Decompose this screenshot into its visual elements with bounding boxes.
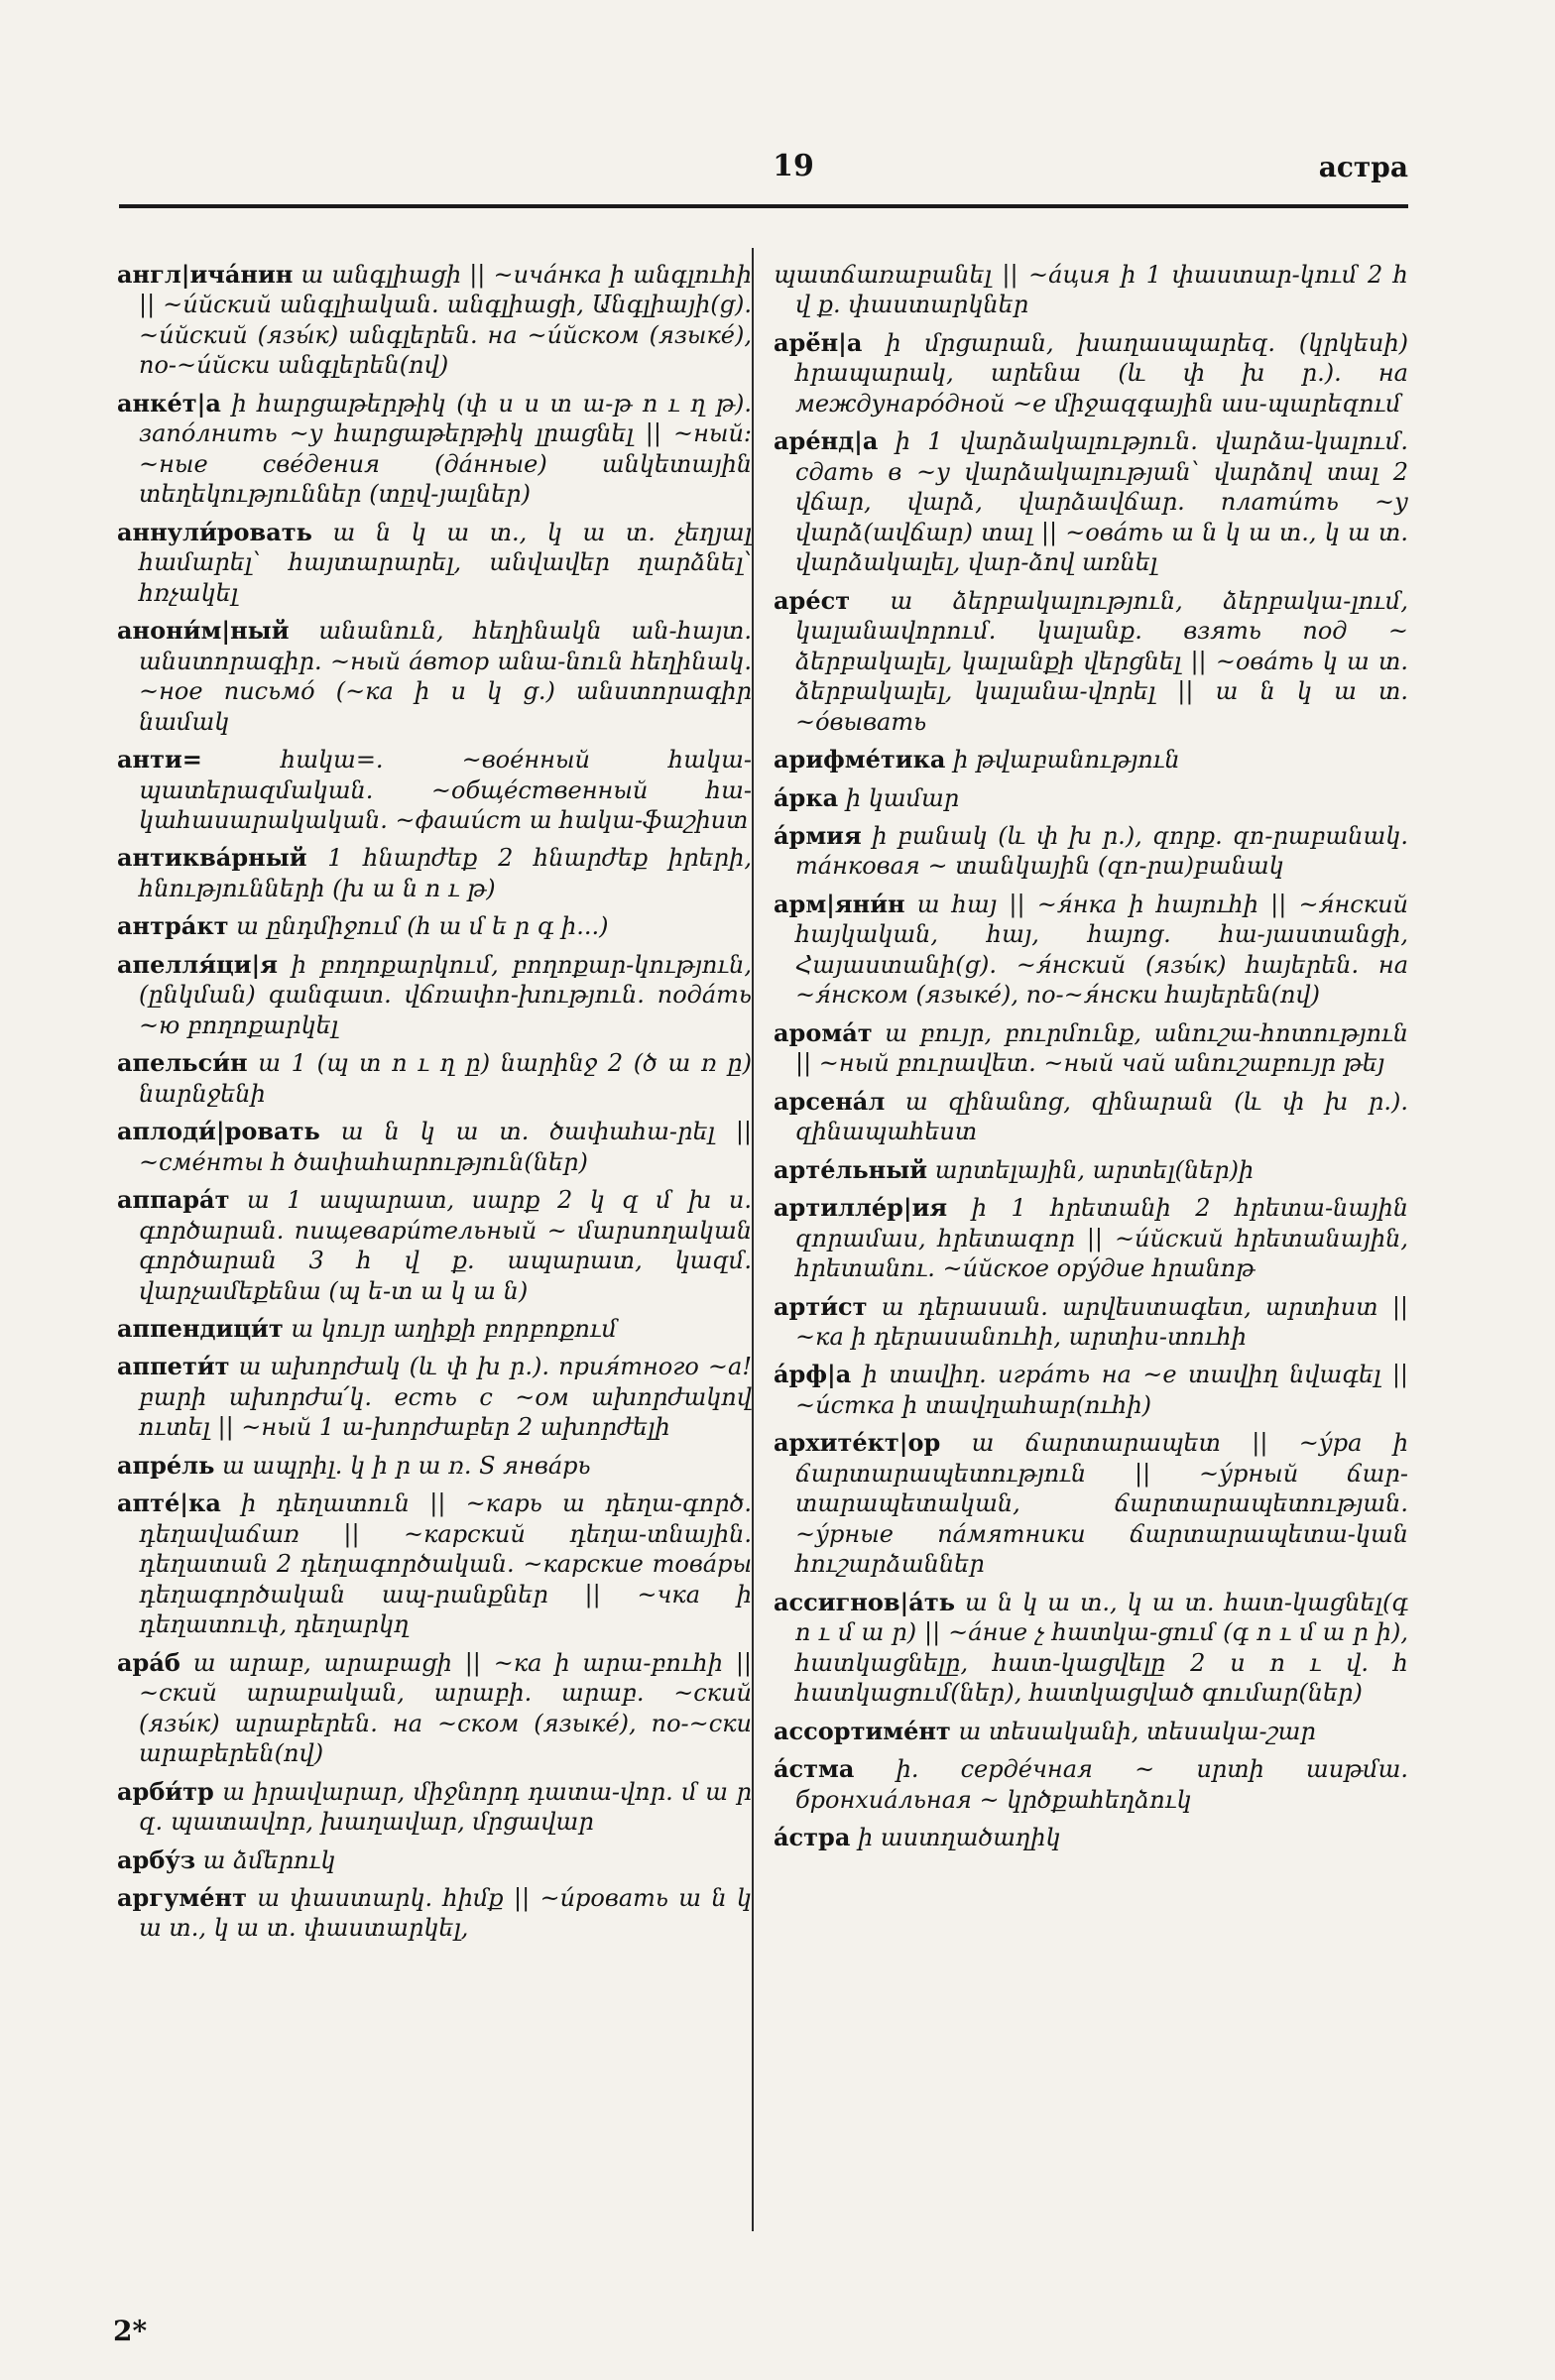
entry-headword: аппети́т	[117, 1352, 230, 1381]
dictionary-entry	[774, 1823, 1408, 1852]
entry-headword: арбу́з	[117, 1844, 196, 1874]
entry-definition: անանուն, հեղինակն ան-հայտ. անստորագիր. ~ный а́втор անա-նուն հեղինակ. ~ное письмо́ (~ка ի ս կ ց.) անստորագիր նամակ	[139, 617, 752, 736]
entry-definition: ա զինանոց, զինարան (և փ խ ր.). զինապահեստ	[795, 1087, 1408, 1146]
entry-definition: ա կույր աղիքի բորբոքում	[291, 1315, 618, 1343]
dictionary-entry	[117, 1352, 752, 1442]
entry-definition: ա դերասան. արվեստագետ, արտիստ || ~ка ի դերասանուհի, արտիս-տուհի	[795, 1292, 1409, 1351]
dictionary-entry	[774, 1018, 1408, 1079]
entry-headword: апелля́ци|я	[117, 949, 278, 979]
entry-headword: арби́тр	[117, 1776, 214, 1806]
entry-definition: ա հայ || ~я́нка ի հայուհի || ~я́нский հայկական, հայ, հայոց. հա-յաստանցի, Հայաստանի(ց). ~я́нский (язы́к) հայերեն. на ~я́нском (языке́), по-~я́нски հայերեն(ով)	[795, 890, 1408, 1010]
entry-headword: артилле́р|ия	[774, 1193, 948, 1223]
entry-headword: а́рмия	[774, 820, 862, 850]
entry-definition: ա ապրիլ. կ ի ր ա ռ. S янва́рь	[222, 1451, 591, 1480]
dictionary-entry	[774, 586, 1408, 737]
dictionary-entry	[774, 1087, 1408, 1147]
entry-headword: анке́т|а	[117, 388, 221, 417]
entry-headword: аре́ст	[774, 585, 851, 615]
entry-definition: ա արաբ, արաբացի || ~ка ի արա-բուհի || ~ский արաբական, արաբի. արաբ. ~ский (язы́к) արաբերեն. на ~ском (языке́), по-~ски արաբերեն(ով)	[139, 1648, 752, 1768]
dictionary-entry	[117, 260, 752, 381]
entry-headword: апте́|ка	[117, 1488, 221, 1518]
entry-definition: ի բողոքարկում, բողոքար-կություն, (ընկման) գանգատ. վճռափո-խություն. пода́ть ~ю բողոքարկել	[139, 950, 752, 1039]
printer-signature: 2*	[113, 2315, 148, 2347]
entry-headword: антра́кт	[117, 911, 229, 941]
dictionary-entry	[117, 745, 752, 835]
dictionary-entry	[117, 518, 752, 608]
dictionary-entry	[117, 843, 752, 903]
entry-definition: ա 1 (պ տ ո ւ ղ ը) նարինջ 2 (ծ ա ռ ը) նարնջենի	[139, 1049, 752, 1108]
entry-headword: арте́льный	[774, 1154, 928, 1184]
entry-definition: ա ն կ ա տ. ծափահա-րել || ~сме́нты հ ծափահարություն(ներ)	[139, 1118, 752, 1176]
dictionary-entry	[117, 1845, 752, 1875]
dictionary-entry	[117, 1048, 752, 1109]
entry-definition: ա ձերբակալություն, ձերբակա-լում, կալանավորում. կալանք. взять под ~ ձերբակալել, կալանքի վերցնել || ~ова́ть կ ա տ. ձերբակալել, կալանա-վորել || ա ն կ ա տ. ~о́вывать	[795, 586, 1408, 736]
entry-definition: ի բանակ (և փ խ ր.), զորք. զո-րաբանակ. та́нковая ~ տանկային (զո-րա)բանակ	[795, 821, 1408, 881]
entry-definition: արտելային, արտել(ներ)ի	[934, 1155, 1255, 1184]
entry-definition: ի թվաբանություն	[953, 746, 1180, 774]
dictionary-entry	[117, 1488, 752, 1639]
entry-headword: архите́кт|ор	[774, 1428, 941, 1458]
column-divider	[752, 248, 754, 2231]
entry-definition: ի տավիղ. игра́ть на ~е տավիղ նվագել || ~и́стка ի տավղահար(ուհի)	[795, 1361, 1408, 1419]
page-number: 19	[773, 149, 814, 183]
entry-headword: а́стра	[774, 1823, 851, 1852]
entry-headword: аппара́т	[117, 1185, 230, 1215]
dictionary-entry	[774, 260, 1408, 320]
entry-headword: аргуме́нт	[117, 1882, 247, 1912]
entry-headword: ассортиме́нт	[774, 1716, 951, 1745]
entry-headword: арм|яни́н	[774, 889, 905, 918]
entry-definition: ի մրցարան, խաղասպարեզ. (կրկեսի) հրապարակ, արենա (և փ խ ր.). на междунаро́дной ~е միջազգային աս-պարեզում	[795, 328, 1408, 417]
dictionary-entry	[774, 1292, 1408, 1353]
dictionary-entry	[774, 426, 1408, 577]
dictionary-entry	[117, 950, 752, 1040]
entry-definition: ա ձմերուկ	[202, 1845, 336, 1874]
dictionary-entry	[774, 821, 1408, 882]
dictionary-entry	[774, 1193, 1408, 1283]
entry-headword: анти=	[117, 745, 202, 774]
header-rule	[119, 204, 1408, 208]
entry-definition: հակա=. ~вое́нный հակա-պատերազմական. ~обще́ственный հա-կահասարակական. ~фаши́ст ա հակա-ֆաշիստ	[139, 746, 752, 834]
entry-definition: ա ճարտարապետ || ~у́ра ի ճարտարապետություն || ~у́рный ճար-տարապետական, ճարտարապետության. ~у́рные па́мятники ճարտարապետա-կան հուշարձաններ	[795, 1429, 1408, 1579]
entry-definition: ա ախորժակ (և փ խ ր.). прия́тного ~а! բարի ախորժա՛կ. есть с ~ом ախորժակով ուտել || ~ный 1 ա-խորժաբեր 2 ախորժելի	[139, 1353, 752, 1442]
dictionary-entry	[117, 1185, 752, 1306]
entry-headword: аплоди́|ровать	[117, 1117, 320, 1146]
running-head: астра	[1318, 151, 1408, 183]
dictionary-entry	[774, 783, 1408, 813]
entry-headword: ассигнов|а́ть	[774, 1587, 955, 1616]
left-column	[117, 260, 752, 1952]
entry-definition: ի դեղատուն || ~карь ա դեղա-գործ. դեղավաճառ || ~карский դեղա-տնային. դեղատան 2 դեղագործական. ~карские това́ры դեղագործական ապ-րանքներ || ~чка ի դեղատուփ, դեղարկղ	[139, 1489, 752, 1639]
entry-definition: ի հարցաթերթիկ (փ ս ս տ ա-թ ո ւ ղ թ). запо́лнить ~у հարցաթերթիկ լրացնել || ~ный: ~ные све́дения (да́нные) անկետային տեղեկություններ (տըվ-յալներ)	[139, 389, 752, 509]
entry-headword: антиква́рный	[117, 843, 307, 873]
dictionary-entry	[774, 1717, 1408, 1746]
entry-definition: ա ն կ ա տ., կ ա տ. հատ-կացնել(գ ո ւ մ ա ր) || ~а́ние չ հատկա-ցում (գ ո ւ մ ա ր ի), հատկացնելը, հատ-կացվելը 2 ս ո ւ վ. հ հատկացում(ներ), հատկացված գումար(ներ)	[795, 1588, 1408, 1708]
dictionary-entry	[774, 1588, 1408, 1709]
entry-headword: арома́т	[774, 1017, 873, 1047]
entry-headword: арсена́л	[774, 1086, 886, 1116]
entry-definition: ա իրավարար, միջնորդ դատա-վոր. մ ա ր զ. պատավոր, խաղավար, մրցավար	[139, 1777, 752, 1837]
entry-definition: ի կամար	[845, 783, 960, 812]
entry-definition: ի 1 հրետանի 2 հրետա-նային զորամաս, հրետազոր || ~и́йский հրետանային, հրետանու. ~и́йское ору́дие հրանոթ	[795, 1194, 1408, 1283]
entry-definition: ա ընդմիջում (հ ա մ ե ր գ ի...)	[236, 912, 609, 941]
dictionary-entry	[117, 1314, 752, 1344]
dictionary-entry	[117, 389, 752, 510]
entry-headword: аре́нд|а	[774, 426, 879, 456]
entry-headword: арё́н|а	[774, 327, 863, 357]
entry-headword: арифме́тика	[774, 745, 946, 774]
entry-definition: պատճառաբանել || ~а́ция ի 1 փաստար-կում 2 հ վ ք. փաստարկներ	[774, 261, 1408, 319]
dictionary-entry	[117, 911, 752, 941]
dictionary-entry	[774, 745, 1408, 774]
entry-definition: ա փաստարկ. հիմք || ~и́ровать ա ն կ ա տ., կ ա տ. փաստարկել,	[139, 1883, 753, 1943]
dictionary-entry	[117, 1648, 752, 1769]
entry-definition: ա 1 ապարատ, սարք 2 կ զ մ խ ս. գործարան. пищевари́тельный ~ մարսողական գործարան 3 հ վ ք. ապարատ, կազմ. վարչամեքենա (պ ե-տ ա կ ա ն)	[139, 1186, 752, 1305]
dictionary-entry	[774, 328, 1408, 418]
entry-headword: а́стма	[774, 1754, 855, 1784]
entry-headword: анони́м|ный	[117, 616, 290, 646]
right-column	[774, 260, 1408, 1861]
entry-definition: ի 1 վարձակալություն. վարձա-կալում. сдать в ~у վարձակալության՝ վարձով տալ 2 վճար, վարձ, վարձավճար. плати́ть ~у վարձ(ավճար) տալ || ~ова́ть ա ն կ ա տ., կ ա տ. վարձակալել, վար-ձով առնել	[795, 427, 1408, 577]
dictionary-entry	[117, 616, 752, 737]
dictionary-entry	[774, 1360, 1408, 1420]
entry-headword: арти́ст	[774, 1291, 868, 1321]
entry-headword: апельси́н	[117, 1048, 248, 1078]
dictionary-entry	[774, 890, 1408, 1011]
entry-definition: ի աստղածաղիկ	[858, 1824, 1061, 1852]
entry-definition: ա բույր, բուրմունք, անուշա-հոտություն || ~ный բուրավետ. ~ный чай անուշաբույր թեյ	[795, 1018, 1408, 1078]
entry-definition: ա ն կ ա տ., կ ա տ. չեղյալ համարել՝ հայտարարել, անվավեր ղարձնել՝ հռչակել	[139, 518, 753, 607]
entry-headword: а́рка	[774, 782, 839, 812]
entry-headword: а́рф|а	[774, 1360, 852, 1389]
page-header	[119, 149, 1408, 208]
entry-definition: 1 հնարժեք 2 հնարժեք իրերի, հնությունների (խ ա ն ո ւ թ)	[139, 844, 752, 902]
entry-headword: аппендици́т	[117, 1314, 284, 1343]
dictionary-entry	[117, 1777, 752, 1838]
dictionary-entry	[117, 1117, 752, 1177]
dictionary-entry	[774, 1155, 1408, 1185]
entry-definition: ա անգլիացի || ~ича́нка ի անգլուհի || ~и́йский անգլիական. անգլիացի, Անգլիայի(ց). ~и́йский (язы́к) անգլերեն. на ~и́йском (языке́), по-~и́йски անգլերեն(ով)	[139, 261, 752, 380]
dictionary-entry	[117, 1883, 752, 1944]
entry-headword: апре́ль	[117, 1450, 215, 1480]
dictionary-entry	[774, 1428, 1408, 1579]
entry-headword: англ|ича́нин	[117, 260, 294, 289]
entry-headword: ара́б	[117, 1647, 180, 1677]
dictionary-entry	[774, 1754, 1408, 1815]
dictionary-entry	[117, 1451, 752, 1481]
entry-definition: ի. серде́чная ~ սրտի ասթմա. бронхиа́льная ~ կրծքահեղձուկ	[795, 1755, 1408, 1814]
entry-definition: ա տեսականի, տեսակա-շար	[958, 1717, 1316, 1745]
entry-headword: аннули́ровать	[117, 517, 312, 546]
